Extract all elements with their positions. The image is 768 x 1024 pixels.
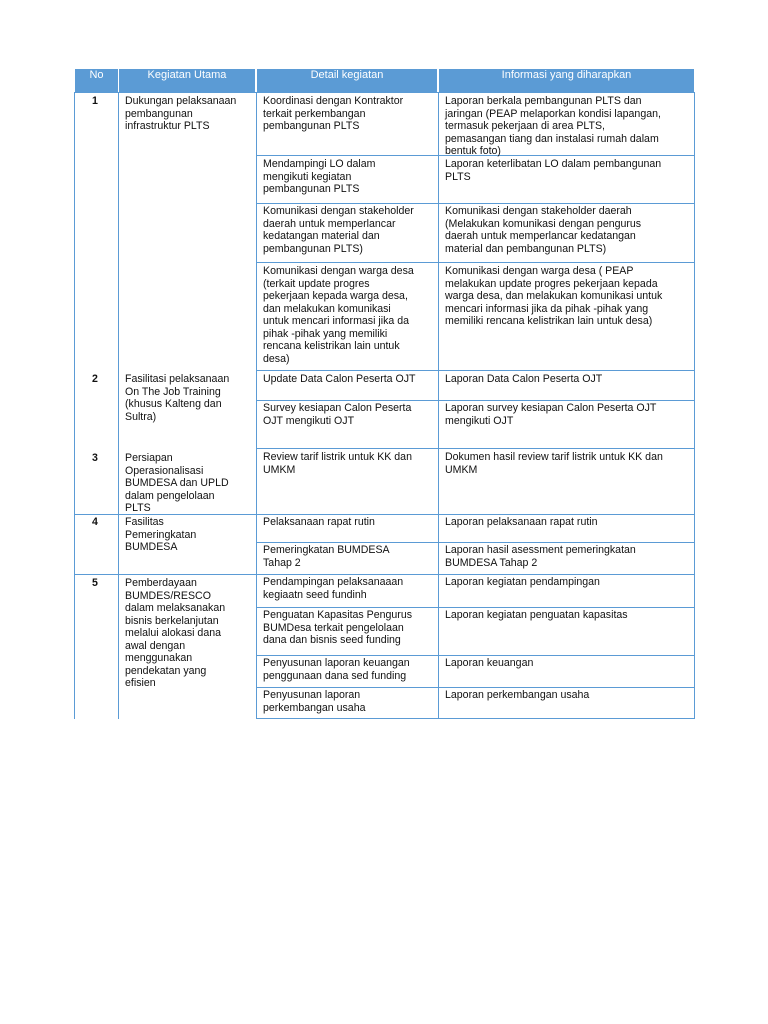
detail-kegiatan-cell: Pelaksanaan rapat rutin <box>263 516 375 528</box>
informasi-cell: Laporan Data Calon Peserta OJT <box>445 373 603 385</box>
kegiatan-utama-cell: Pemberdayaan BUMDES/RESCO dalam melaksanakan bisnis berkelanjutan melalui alokasi dana awal dengan menggunakan pendekatan yang efisien <box>125 577 226 689</box>
header-kegiatan-utama: Kegiatan Utama <box>119 69 255 92</box>
detail-kegiatan-cell: Penyusunan laporan keuangan penggunaan dana sed funding <box>263 657 410 682</box>
detail-kegiatan-cell: Review tarif listrik untuk KK dan UMKM <box>263 451 412 476</box>
row-number: 4 <box>92 516 98 528</box>
informasi-cell: Laporan kegiatan penguatan kapasitas <box>445 609 628 621</box>
detail-kegiatan-cell: Pemeringkatan BUMDESA Tahap 2 <box>263 544 390 569</box>
grid-line <box>256 92 257 719</box>
grid-line <box>256 262 695 263</box>
detail-kegiatan-cell: Komunikasi dengan warga desa (terkait update progres pekerjaan kepada warga desa, dan melakukan komunikasi untuk mencari informasi jika da pihak -pihak yang memiliki rencana kelistrikan lain untuk desa) <box>263 265 414 365</box>
detail-kegiatan-cell: Pendampingan pelaksanaaan kegiaatn seed fundinh <box>263 576 404 601</box>
kegiatan-utama-cell: Dukungan pelaksanaan pembangunan infrastruktur PLTS <box>125 95 237 132</box>
row-number: 3 <box>92 452 98 464</box>
header-no: No <box>75 69 118 92</box>
grid-line <box>256 687 695 688</box>
informasi-cell: Laporan kegiatan pendampingan <box>445 576 600 588</box>
detail-kegiatan-cell: Update Data Calon Peserta OJT <box>263 373 416 385</box>
grid-line <box>256 655 695 656</box>
grid-line <box>256 370 695 371</box>
grid-line <box>256 448 695 449</box>
informasi-cell: Laporan perkembangan usaha <box>445 689 590 701</box>
header-informasi: Informasi yang diharapkan <box>439 69 694 92</box>
informasi-cell: Laporan keterlibatan LO dalam pembangunan PLTS <box>445 158 662 183</box>
kegiatan-utama-cell: Fasilitas Pemeringkatan BUMDESA <box>125 516 197 553</box>
grid-line <box>256 203 695 204</box>
grid-line <box>74 92 695 93</box>
grid-line <box>118 92 119 719</box>
detail-kegiatan-cell: Penguatan Kapasitas Pengurus BUMDesa terkait pengelolaan dana dan bisnis seed funding <box>263 609 413 646</box>
informasi-cell: Komunikasi dengan warga desa ( PEAP melakukan update progres pekerjaan kepada warga desa, dan melakukan komunikasi untuk mencari informasi jika da pihak -pihak yang memiliki rencana kelistrikan lain untuk desa) <box>445 265 663 327</box>
row-number: 5 <box>92 577 98 589</box>
kegiatan-utama-cell: Persiapan Operasionalisasi BUMDESA dan UPLD dalam pengelolaan PLTS <box>125 452 229 514</box>
row-number: 1 <box>92 95 98 107</box>
grid-line <box>74 92 75 719</box>
informasi-cell: Komunikasi dengan stakeholder daerah (Melakukan komunikasi dengan pengurus daerah untuk memperlancar kedatangan material dan pembangunan PLTS) <box>445 205 642 255</box>
grid-line <box>256 542 695 543</box>
grid-line <box>256 718 695 719</box>
grid-line <box>438 92 439 719</box>
informasi-cell: Laporan survey kesiapan Calon Peserta OJT mengikuti OJT <box>445 402 657 427</box>
informasi-cell: Dokumen hasil review tarif listrik untuk KK dan UMKM <box>445 451 663 476</box>
grid-line <box>256 607 695 608</box>
detail-kegiatan-cell: Koordinasi dengan Kontraktor terkait perkembangan pembangunan PLTS <box>263 95 404 132</box>
informasi-cell: Laporan berkala pembangunan PLTS dan jaringan (PEAP melaporkan kondisi lapangan, termasuk pekerjaan di area PLTS, pemasangan tiang dan instalasi rumah dalam bentuk foto) <box>445 95 661 157</box>
grid-line <box>256 400 695 401</box>
kegiatan-utama-cell: Fasilitasi pelaksanaan On The Job Training (khusus Kalteng dan Sultra) <box>125 373 230 423</box>
informasi-cell: Laporan hasil asessment pemeringkatan BUMDESA Tahap 2 <box>445 544 636 569</box>
informasi-cell: Laporan keuangan <box>445 657 534 669</box>
informasi-cell: Laporan pelaksanaan rapat rutin <box>445 516 598 528</box>
detail-kegiatan-cell: Mendampingi LO dalam mengikuti kegiatan pembangunan PLTS <box>263 158 376 195</box>
row-number: 2 <box>92 373 98 385</box>
detail-kegiatan-cell: Komunikasi dengan stakeholder daerah untuk memperlancar kedatangan material dan pembangunan PLTS) <box>263 205 414 255</box>
header-detail-kegiatan: Detail kegiatan <box>257 69 437 92</box>
detail-kegiatan-cell: Penyusunan laporan perkembangan usaha <box>263 689 366 714</box>
detail-kegiatan-cell: Survey kesiapan Calon Peserta OJT mengikuti OJT <box>263 402 412 427</box>
grid-line <box>694 92 695 719</box>
grid-line <box>74 574 695 575</box>
